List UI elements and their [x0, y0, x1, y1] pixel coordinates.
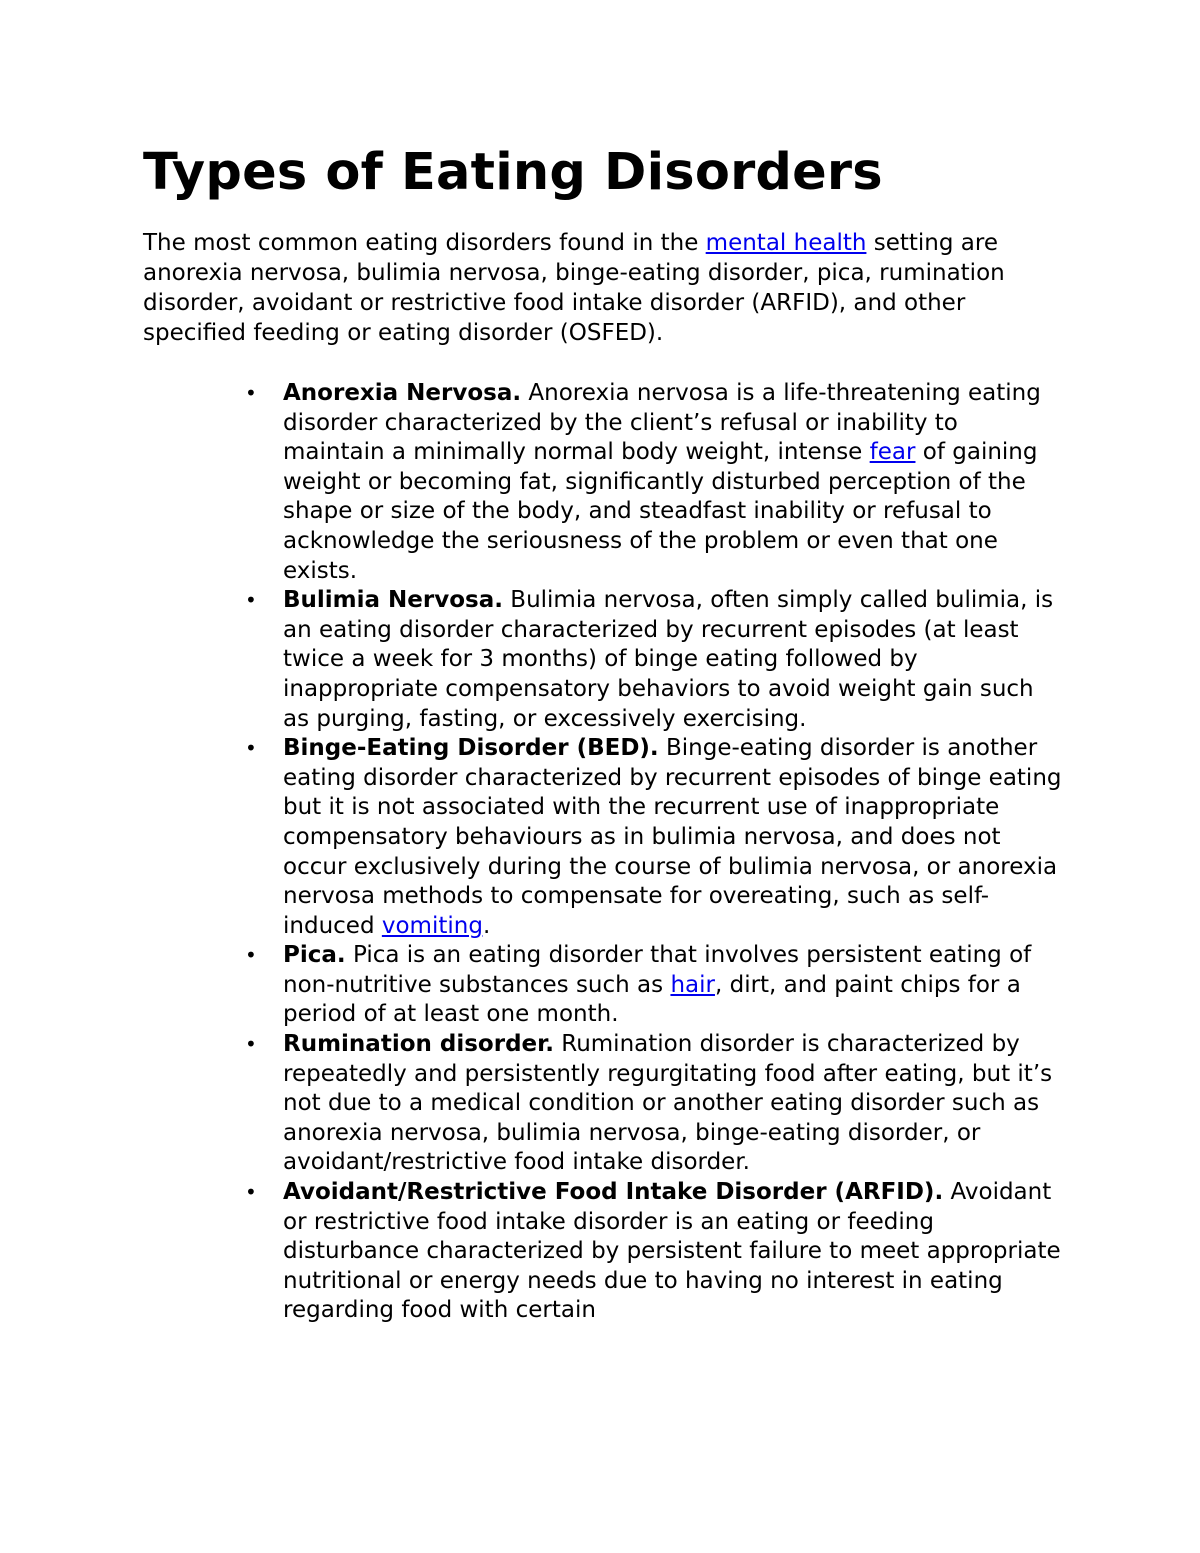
bullet-icon: • [245, 381, 257, 405]
list-item-pica [245, 941, 1063, 1030]
intro-text-after: setting are anorexia nervosa, bulimia nervosa, binge-eating disorder, pica, rumination disorder, avoidant or restrictive food intake disorder (ARFID), and other specified feeding or eating disorder (OSFED). [143, 230, 1005, 346]
page-title: Types of Eating Disorders [143, 143, 883, 202]
list-item-binge-eating [245, 734, 1063, 941]
mental-health-link[interactable]: mental health [705, 230, 867, 256]
item-text-continued: . [482, 912, 491, 939]
item-term: Binge-Eating Disorder (BED). [283, 735, 659, 762]
item-text-continued: of gaining weight or becoming fat, significantly disturbed perception of the shape or size of the body, and steadfast inability or refusal to acknowledge the seriousness of the problem or even that one exists. [283, 439, 1038, 584]
item-text: Pica is an eating disorder that involves persistent eating of non-nutritive substances such as [283, 942, 1032, 998]
item-text: Rumination disorder is characterized by repeatedly and persistently regurgitating food after eating, but it’s not due to a medical condition or another eating disorder such as anorexia nervosa, bulimia nervosa, binge-eating disorder, or avoidant/restrictive food intake disorder. [283, 1031, 1053, 1176]
list-item-anorexia [245, 379, 1063, 586]
list-item-rumination [245, 1030, 1063, 1178]
item-term: Pica. [283, 942, 346, 969]
list-item-bulimia [245, 586, 1063, 734]
item-term: Avoidant/Restrictive Food Intake Disorder (ARFID). [283, 1179, 944, 1206]
intro-text-before: The most common eating disorders found in the [143, 230, 706, 256]
document-page [143, 138, 1073, 1326]
item-text: Binge-eating disorder is another eating disorder characterized by recurrent episodes of binge eating but it is not associated with the recurrent use of inappropriate compensatory behaviours as in bulimia nervosa, and does not occur exclusively during the course of bulimia nervosa, or anorexia nervosa methods to compensate for overeating, such as self-induced [283, 735, 1062, 939]
vomiting-link[interactable]: vomiting [381, 912, 483, 939]
bullet-icon: • [245, 1032, 257, 1057]
hair-link[interactable]: hair [670, 971, 715, 998]
bullet-icon: • [245, 736, 257, 761]
bullet-icon: • [245, 1180, 257, 1205]
disorder-list [143, 379, 1073, 1326]
item-text-continued: , dirt, and paint chips for a period of at least one month. [283, 971, 1021, 1028]
list-item-arfid [245, 1178, 1063, 1326]
item-text: Avoidant or restrictive food intake disorder is an eating or feeding disturbance characterized by persistent failure to meet appropriate nutritional or energy needs due to having no interest in eating regarding food with certain [283, 1179, 1061, 1324]
bullet-icon: • [245, 943, 257, 968]
item-text: Anorexia nervosa is a life-threatening eating disorder characterized by the client’s refusal or inability to maintain a minimally normal body weight, intense [283, 380, 1041, 466]
item-term: Bulimia Nervosa. [283, 587, 503, 614]
item-text: Bulimia nervosa, often simply called bulimia, is an eating disorder characterized by recurrent episodes (at least twice a week for 3 months) of binge eating followed by inappropriate compensatory behaviors to avoid weight gain such as purging, fasting, or excessively exercising. [283, 587, 1054, 732]
fear-link[interactable]: fear [869, 439, 916, 466]
intro-paragraph [143, 228, 1063, 348]
bullet-icon: • [245, 588, 257, 613]
item-term: Rumination disorder. [283, 1031, 554, 1058]
item-term: Anorexia Nervosa. [283, 380, 522, 406]
